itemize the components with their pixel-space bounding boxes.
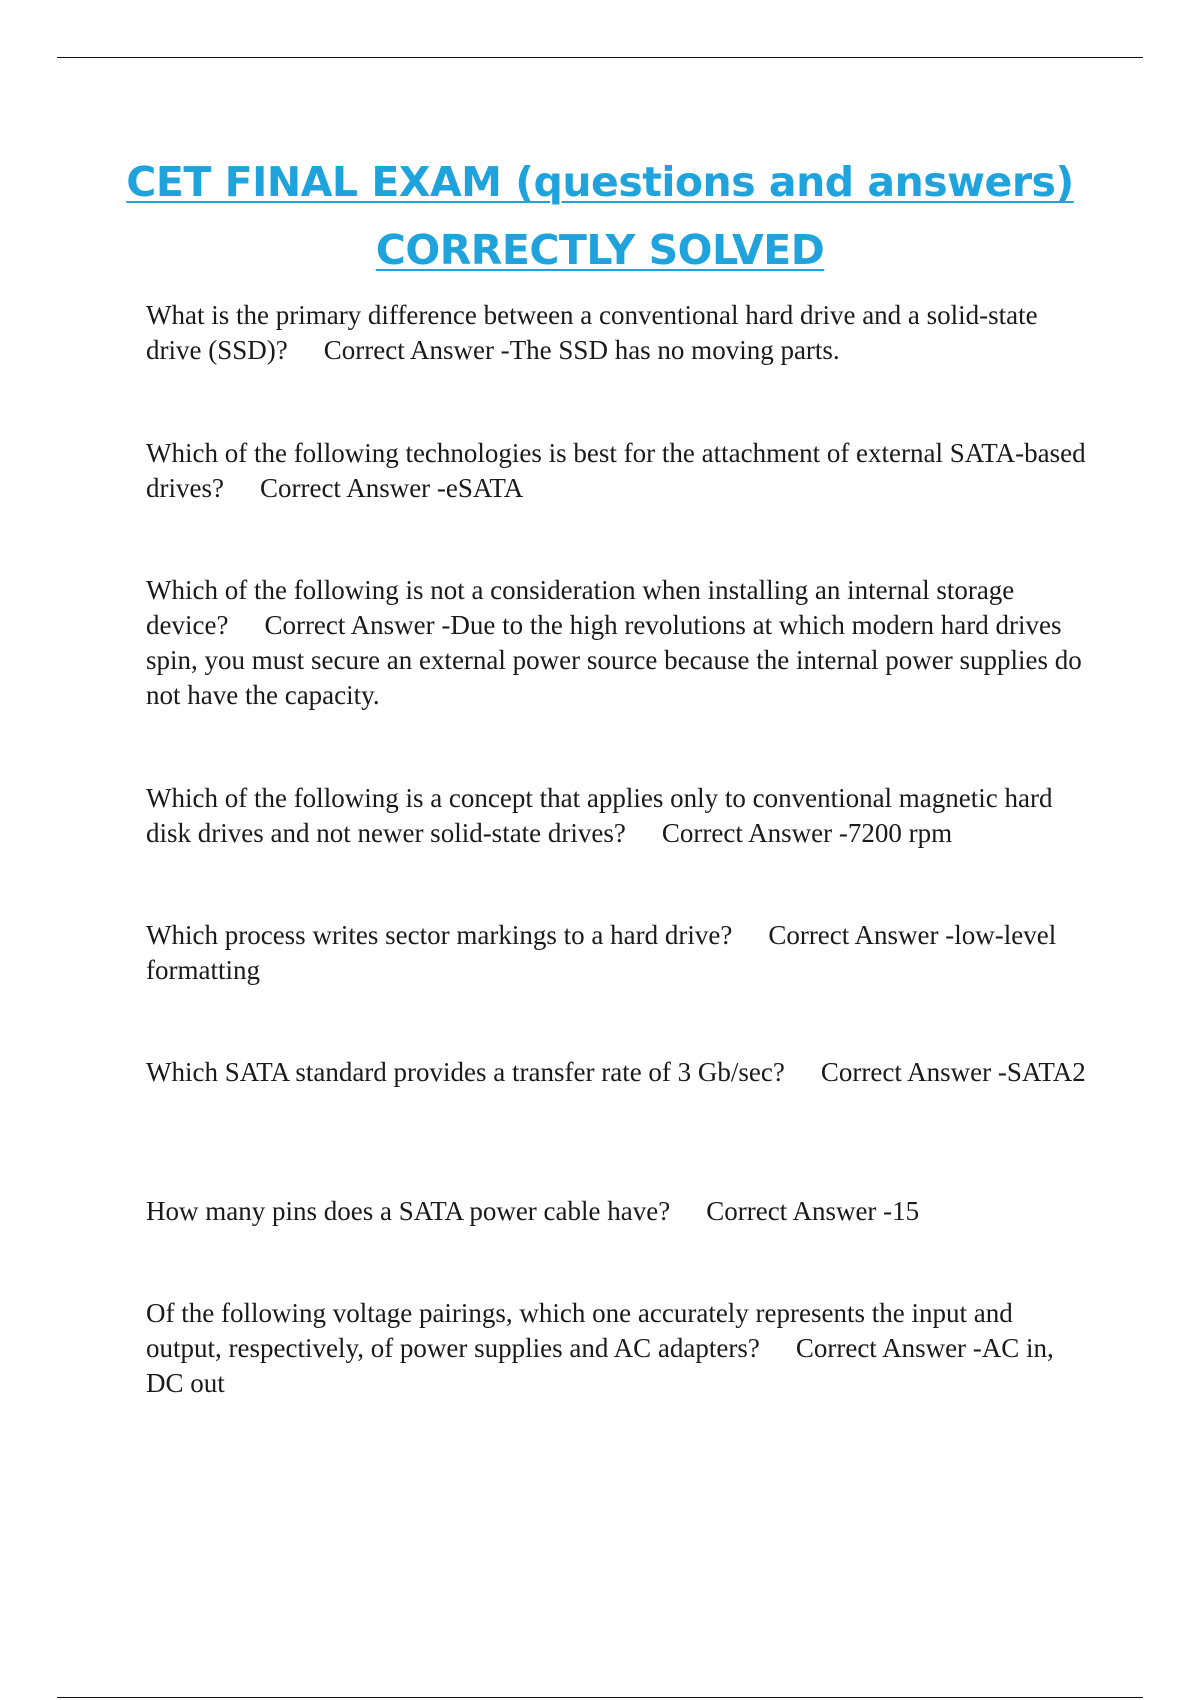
question-text: How many pins does a SATA power cable have? [146,1196,671,1226]
answer-label: Correct Answer - [768,920,955,950]
answer-label: Correct Answer - [795,1333,982,1363]
answer-text: eSATA [445,473,524,503]
question-text: Of the following voltage pairings, which one accurately represents the input and output, respectively, of power supplies and AC adapters? [146,1298,1013,1363]
question-text: Which of the following is not a consideration when installing an internal storage device? [146,575,1015,640]
title-line-2: CORRECTLY SOLVED [375,226,825,274]
header-rule [57,57,1143,58]
answer-text: The SSD has no moving parts. [509,335,840,365]
qa-item-3 [146,573,1091,713]
qa-item-4 [146,781,1091,851]
question-text: Which SATA standard provides a transfer rate of 3 Gb/sec? [146,1057,785,1087]
qa-item-5 [146,918,1091,988]
answer-label: Correct Answer - [259,473,446,503]
qa-item-1 [146,298,1091,368]
answer-text: low-level formatting [146,920,1057,985]
question-text: Which process writes sector markings to a hard drive? [146,920,733,950]
qa-item-7 [146,1194,1091,1229]
question-text: Which of the following technologies is best for the attachment of external SATA-based drives? [146,438,1086,503]
document-title [60,148,1140,284]
answer-label: Correct Answer - [706,1196,893,1226]
title-line-1: CET FINAL EXAM (questions and answers) [126,158,1074,206]
qa-item-6 [146,1055,1091,1090]
answer-text: AC in, DC out [146,1333,1054,1398]
answer-label: Correct Answer - [661,818,848,848]
answer-text: 15 [892,1196,920,1226]
footer-rule [57,1697,1143,1698]
qa-item-8 [146,1296,1091,1401]
answer-label: Correct Answer - [820,1057,1007,1087]
question-text: Which of the following is a concept that applies only to conventional magnetic hard disk drives and not newer solid-state drives? [146,783,1053,848]
answer-text: SATA2 [1006,1057,1086,1087]
answer-text: 7200 rpm [847,818,953,848]
qa-item-2 [146,436,1091,506]
answer-label: Correct Answer - [264,610,451,640]
answer-label: Correct Answer - [323,335,510,365]
answer-text: Due to the high revolutions at which modern hard drives spin, you must secure an external power source because the internal power supplies do not have the capacity. [146,610,1082,710]
question-text: What is the primary difference between a conventional hard drive and a solid-state drive (SSD)? [146,300,1038,365]
